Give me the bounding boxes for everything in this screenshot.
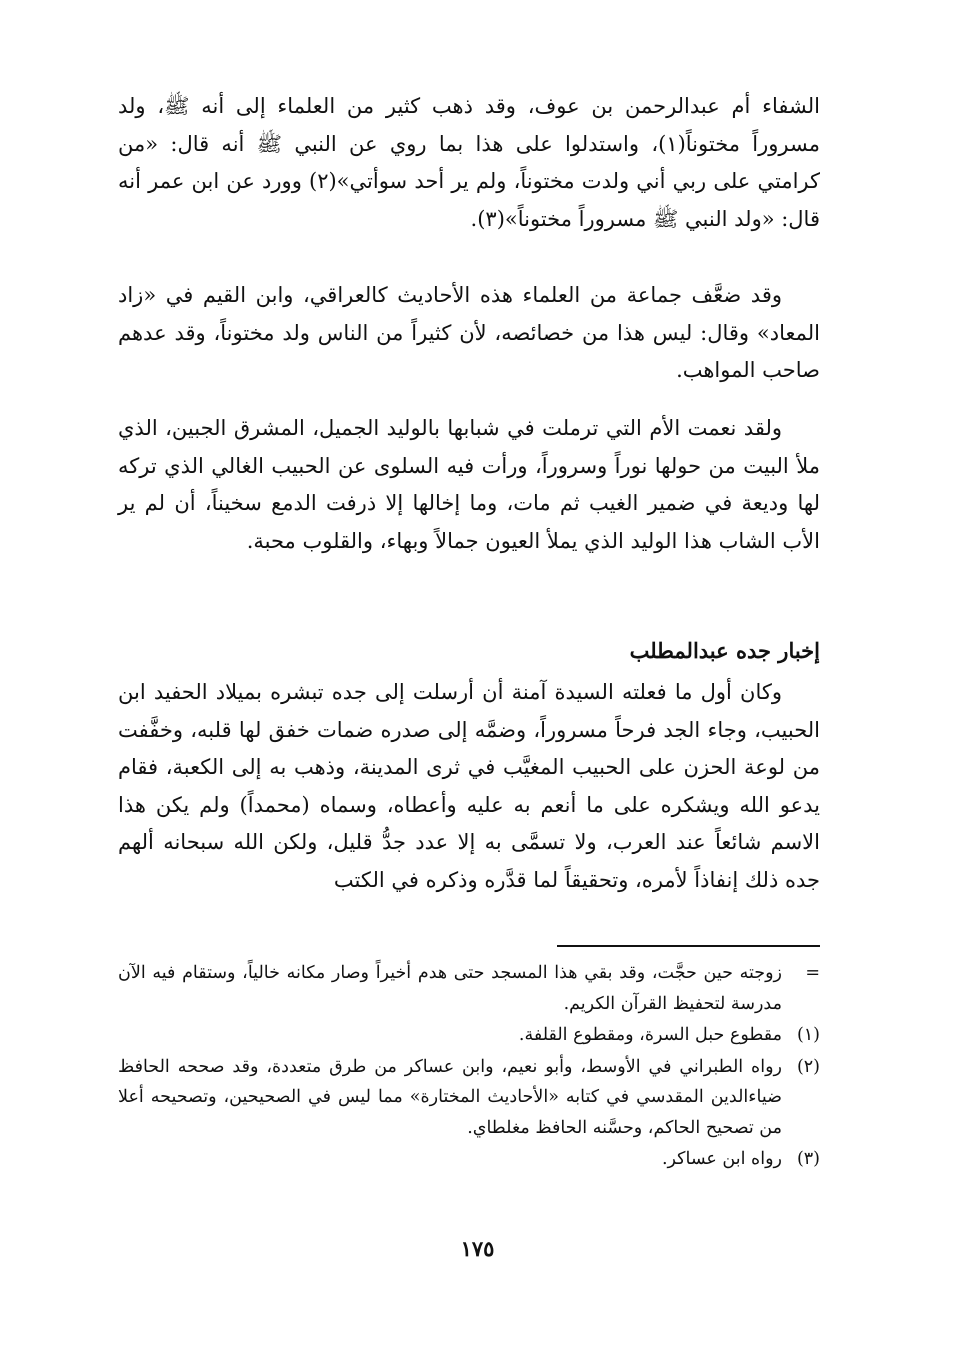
footnote-1 [118, 1020, 820, 1051]
footnote-text: رواه الطبراني في الأوسط، وأبو نعيم، وابن عساكر من طرق متعددة، وقد صححه الحافظ ضياءالدين المقدسي في كتابه «الأحاديث المختارة» مما ليس في الصحيحين، وتصحيحه أعلا من تصحيح الحاكم، وحسَّنه الحافظ مغلطاي. [118, 1056, 782, 1138]
footnote-marker: (٣) [796, 1149, 820, 1169]
footnote-text: مقطوع حبل السرة، ومقطوع القلفة. [518, 1025, 782, 1045]
body-paragraph-2 [118, 277, 820, 390]
footnotes [118, 958, 820, 1176]
footnote-marker: = [805, 963, 820, 983]
section-heading: إخبار جده عبدالمطلب [629, 638, 820, 663]
paragraph-text: وكان أول ما فعلته السيدة آمنة أن أرسلت إلى جده تبشره بميلاد الحفيد ابن الحبيب، وجاء الجد فرحاً مسروراً، وضمَّه إلى صدره ضمات خفق لها قلبه، وخفَّفت من لوعة الحزن على الحبيب المغيَّب في ثرى المدينة، وذهب به إلى الكعبة، فقام يدعو الله ويشكره على ما أنعم به عليه وأعطاه، وسماه (محمداً) ولم يكن هذا الاسم شائعاً عند العرب، ولا تسمَّى به إلا عدد جدُّ قليل، ولكن الله سبحانه ألهم جده ذلك إنفاذاً لأمره، وتحقيقاً لما قدَّره وذكره في الكتب [118, 680, 820, 892]
page-number: ١٧٥ [460, 1236, 495, 1261]
footnote-3 [118, 1144, 820, 1175]
footnote-text: رواه ابن عساكر. [661, 1149, 782, 1169]
footnote-2 [118, 1052, 820, 1144]
footnote-continuation [118, 958, 820, 1019]
footnote-divider [557, 945, 820, 947]
footnote-text: زوجته حين حجَّت، وقد بقي هذا المسجد حتى هدم أخيراً وصار مكانه خالياً، وستقام فيه الآن مدرسة لتحفيظ القرآن الكريم. [118, 963, 782, 1014]
body-paragraph-3 [118, 410, 820, 560]
footnote-marker: (٢) [796, 1056, 820, 1077]
body-paragraph-4 [118, 674, 820, 899]
paragraph-text: ولقد نعمت الأم التي ترملت في شبابها بالوليد الجميل، المشرق الجبين، الذي ملأ البيت من حولها نوراً وسروراً، ورأت فيه السلوى عن الحبيب الغالي الذي تركه لها وديعة في ضمير الغيب ثم مات، وما إخالها إلا ذرفت الدمع سخيناً، أن لم ير الأب الشاب هذا الوليد الذي يملأ العيون جمالاً وبهاء، والقلوب محبة. [118, 416, 820, 553]
footnote-marker: (١) [796, 1025, 820, 1045]
paragraph-text: وقد ضعَّف جماعة من العلماء هذه الأحاديث كالعراقي، وابن القيم في «زاد المعاد» وقال: ليس هذا من خصائصه، لأن كثيراً من الناس ولد مختوناً، وقد عدهم صاحب المواهب. [118, 283, 820, 382]
paragraph-text: الشفاء أم عبدالرحمن بن عوف، وقد ذهب كثير من العلماء إلى أنه ﷺ، ولد مسروراً مختوناً(١)، واستدلوا على هذا بما روي عن النبي ﷺ أنه قال: «من كرامتي على ربي أني ولدت مختوناً، ولم ير أحد سوأتي»(٢) وورد عن ابن عمر أنه قال: «ولد النبي ﷺ مسروراً مختوناً»(٣). [118, 94, 820, 231]
body-paragraph-1 [118, 88, 820, 238]
